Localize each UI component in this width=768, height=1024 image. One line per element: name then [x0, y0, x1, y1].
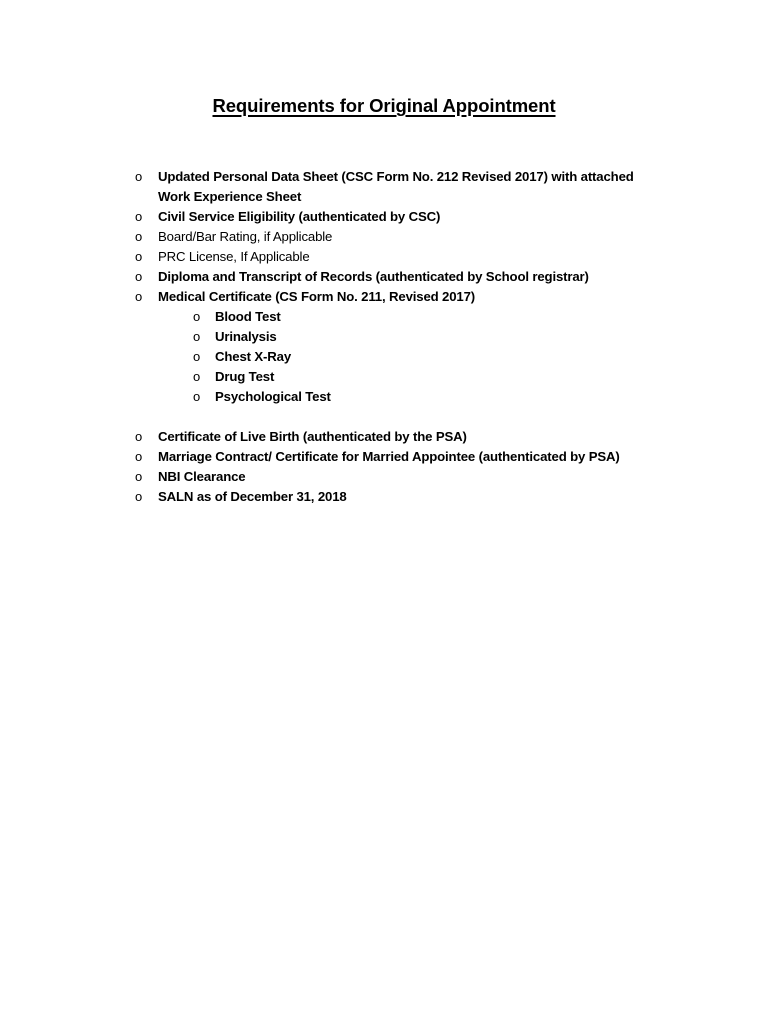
page-title: Requirements for Original Appointment [212, 95, 556, 116]
bullet-icon: o [135, 469, 143, 484]
list-item-text: PRC License, If Applicable [158, 249, 310, 264]
sub-list-item [0, 327, 615, 347]
bullet-icon: o [193, 329, 201, 344]
requirements-list [0, 167, 768, 507]
bullet-icon: o [193, 349, 201, 364]
list-item [0, 227, 638, 247]
list-item [0, 487, 638, 507]
list-item-text: Certificate of Live Birth (authenticated by the PSA) [158, 429, 467, 444]
bullet-icon: o [135, 449, 143, 464]
list-item-text: Medical Certificate (CS Form No. 211, Revised 2017) [158, 289, 476, 304]
sub-list-item-text: Psychological Test [215, 389, 331, 404]
sub-list-item [0, 367, 615, 387]
bullet-icon: o [135, 249, 143, 264]
bullet-icon: o [193, 369, 201, 384]
sub-list-item [0, 387, 615, 407]
sub-list-item-text: Urinalysis [215, 329, 277, 344]
bullet-icon: o [135, 289, 143, 304]
list-item-text: Board/Bar Rating, if Applicable [158, 229, 333, 244]
list-item-text: Diploma and Transcript of Records (authenticated by School registrar) [158, 269, 589, 284]
list-item-text: Civil Service Eligibility (authenticated by CSC) [158, 209, 441, 224]
bullet-icon: o [135, 209, 143, 224]
list-item-text: Marriage Contract/ Certificate for Married Appointee (authenticated by PSA) [158, 449, 620, 464]
list-item [0, 427, 638, 447]
list-item [0, 447, 638, 467]
bullet-icon: o [135, 229, 143, 244]
bullet-icon: o [135, 269, 143, 284]
list-item-text: NBI Clearance [158, 469, 246, 484]
list-item [0, 207, 638, 227]
list-item [0, 167, 638, 207]
list-item [0, 247, 638, 267]
sub-list-item-text: Drug Test [215, 369, 275, 384]
list-item [0, 467, 638, 487]
bullet-icon: o [135, 169, 143, 184]
list-item-text: SALN as of December 31, 2018 [158, 489, 347, 504]
bullet-icon: o [193, 389, 201, 404]
bullet-icon: o [135, 429, 143, 444]
sub-list-item [0, 347, 615, 367]
list-item [0, 287, 638, 307]
sub-list-item [0, 307, 615, 327]
sub-list-item-text: Chest X-Ray [215, 349, 292, 364]
list-item-text: Updated Personal Data Sheet (CSC Form No. 212 Revised 2017) with attached Work Experience Sheet [158, 169, 634, 204]
list-item [0, 267, 638, 287]
bullet-icon: o [193, 309, 201, 324]
bullet-icon: o [135, 489, 143, 504]
sub-list-item-text: Blood Test [215, 309, 281, 324]
